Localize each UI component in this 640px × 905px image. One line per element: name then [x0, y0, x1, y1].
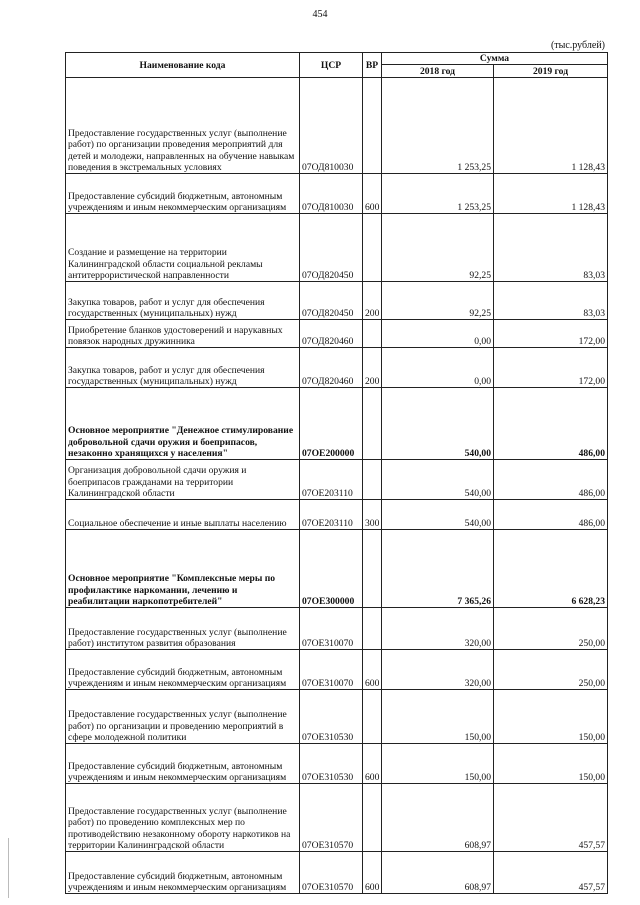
- row-sum-2019: 83,03: [494, 214, 608, 282]
- row-sum-2018: 320,00: [382, 650, 494, 690]
- row-code: 07ОД820450: [300, 282, 363, 320]
- row-sum-2018: 7 365,26: [382, 530, 494, 608]
- row-code: 07ОД820460: [300, 348, 363, 388]
- row-sum-2018: 150,00: [382, 690, 494, 744]
- table-row: [66, 214, 608, 282]
- row-code: 07ОЕ310570: [300, 852, 363, 894]
- header-vr: ВР: [363, 53, 382, 78]
- row-vr: 600: [363, 650, 382, 690]
- table-row: [66, 650, 608, 690]
- row-name: Предоставление субсидий бюджетным, автономным учреждениям и иным некоммерческим организациям: [66, 174, 300, 214]
- header-sum: Сумма: [382, 53, 608, 65]
- row-name: Социальное обеспечение и иные выплаты населению: [66, 500, 300, 530]
- row-sum-2018: 608,97: [382, 852, 494, 894]
- row-sum-2018: 150,00: [382, 744, 494, 784]
- row-sum-2019: 457,57: [494, 784, 608, 852]
- table-row: [66, 744, 608, 784]
- row-code: 07ОД810030: [300, 78, 363, 174]
- row-sum-2019: 250,00: [494, 650, 608, 690]
- table-row: [66, 500, 608, 530]
- scan-margin-line: [8, 838, 9, 898]
- row-sum-2018: 540,00: [382, 500, 494, 530]
- row-name: Основное мероприятие "Комплексные меры по профилактике наркомании, лечению и реабилитации наркопотребителей": [66, 530, 300, 608]
- row-code: 07ОЕ200000: [300, 388, 363, 460]
- row-name: Закупка товаров, работ и услуг для обеспечения государственных (муниципальных) нужд: [66, 282, 300, 320]
- row-code: 07ОЕ310570: [300, 784, 363, 852]
- table-row: [66, 320, 608, 348]
- row-vr: [363, 608, 382, 650]
- row-code: 07ОЕ310070: [300, 608, 363, 650]
- row-name: Организация добровольной сдачи оружия и боеприпасов гражданами на территории Калининградской области: [66, 460, 300, 500]
- row-sum-2018: 320,00: [382, 608, 494, 650]
- table-row: [66, 78, 608, 174]
- row-vr: [363, 388, 382, 460]
- row-sum-2019: 83,03: [494, 282, 608, 320]
- table-row: [66, 460, 608, 500]
- table-body: [66, 78, 608, 894]
- table-row: [66, 348, 608, 388]
- row-vr: 200: [363, 282, 382, 320]
- row-code: 07ОЕ203110: [300, 460, 363, 500]
- row-vr: [363, 214, 382, 282]
- header-2019: 2019 год: [494, 65, 608, 78]
- row-sum-2018: 92,25: [382, 282, 494, 320]
- row-name: Предоставление субсидий бюджетным, автономным учреждениям и иным некоммерческим организациям: [66, 744, 300, 784]
- row-sum-2019: 486,00: [494, 460, 608, 500]
- table-row: [66, 608, 608, 650]
- row-code: 07ОД810030: [300, 174, 363, 214]
- row-vr: [363, 530, 382, 608]
- row-name: Предоставление государственных услуг (выполнение работ) по проведению комплексных мер по противодействию незаконному обороту наркотиков на территории Калининградской области: [66, 784, 300, 852]
- row-vr: [363, 690, 382, 744]
- row-sum-2019: 150,00: [494, 690, 608, 744]
- units-label: (тыс.рублей): [550, 40, 605, 51]
- budget-table: [65, 52, 608, 894]
- row-sum-2019: 250,00: [494, 608, 608, 650]
- row-sum-2019: 486,00: [494, 388, 608, 460]
- row-code: 07ОЕ310530: [300, 690, 363, 744]
- row-vr: [363, 78, 382, 174]
- table-row: [66, 852, 608, 894]
- row-sum-2019: 1 128,43: [494, 78, 608, 174]
- page-number: 454: [312, 9, 328, 20]
- table-row: [66, 174, 608, 214]
- table-row: [66, 690, 608, 744]
- row-sum-2019: 150,00: [494, 744, 608, 784]
- row-sum-2018: 540,00: [382, 388, 494, 460]
- row-vr: 300: [363, 500, 382, 530]
- row-vr: 600: [363, 852, 382, 894]
- row-name: Предоставление субсидий бюджетным, автономным учреждениям и иным некоммерческим организациям: [66, 852, 300, 894]
- row-name: Закупка товаров, работ и услуг для обеспечения государственных (муниципальных) нужд: [66, 348, 300, 388]
- row-vr: [363, 460, 382, 500]
- row-sum-2018: 608,97: [382, 784, 494, 852]
- row-name: Создание и размещение на территории Калининградской области социальной рекламы антитеррористической направленности: [66, 214, 300, 282]
- row-sum-2019: 6 628,23: [494, 530, 608, 608]
- row-vr: 600: [363, 744, 382, 784]
- row-vr: 600: [363, 174, 382, 214]
- row-sum-2019: 1 128,43: [494, 174, 608, 214]
- row-name: Предоставление государственных услуг (выполнение работ) по организации и проведению мероприятий в сфере молодежной политики: [66, 690, 300, 744]
- row-name: Предоставление субсидий бюджетным, автономным учреждениям и иным некоммерческим организациям: [66, 650, 300, 690]
- row-sum-2018: 0,00: [382, 320, 494, 348]
- row-name: Приобретение бланков удостоверений и нарукавных повязок народных дружинника: [66, 320, 300, 348]
- header-name: Наименование кода: [66, 53, 300, 78]
- row-name: Предоставление государственных услуг (выполнение работ) по организации проведения мероприятий для детей и молодежи, направленных на обучение навыкам поведения в экстремальных условиях: [66, 78, 300, 174]
- row-sum-2019: 457,57: [494, 852, 608, 894]
- row-vr: [363, 320, 382, 348]
- table-row: [66, 282, 608, 320]
- row-sum-2018: 92,25: [382, 214, 494, 282]
- row-name: Основное мероприятие "Денежное стимулирование добровольной сдачи оружия и боеприпасов, незаконно хранящихся у населения": [66, 388, 300, 460]
- row-code: 07ОЕ300000: [300, 530, 363, 608]
- row-code: 07ОЕ203110: [300, 500, 363, 530]
- row-sum-2018: 1 253,25: [382, 78, 494, 174]
- header-csr: ЦСР: [300, 53, 363, 78]
- row-sum-2019: 172,00: [494, 348, 608, 388]
- table-row: [66, 784, 608, 852]
- row-code: 07ОД820460: [300, 320, 363, 348]
- row-sum-2018: 540,00: [382, 460, 494, 500]
- row-sum-2019: 486,00: [494, 500, 608, 530]
- table-row: [66, 388, 608, 460]
- row-code: 07ОЕ310070: [300, 650, 363, 690]
- row-vr: 200: [363, 348, 382, 388]
- row-name: Предоставление государственных услуг (выполнение работ) институтом развития образования: [66, 608, 300, 650]
- row-code: 07ОД820450: [300, 214, 363, 282]
- row-sum-2018: 1 253,25: [382, 174, 494, 214]
- row-sum-2018: 0,00: [382, 348, 494, 388]
- table-row: [66, 530, 608, 608]
- header-2018: 2018 год: [382, 65, 494, 78]
- row-sum-2019: 172,00: [494, 320, 608, 348]
- row-code: 07ОЕ310530: [300, 744, 363, 784]
- row-vr: [363, 784, 382, 852]
